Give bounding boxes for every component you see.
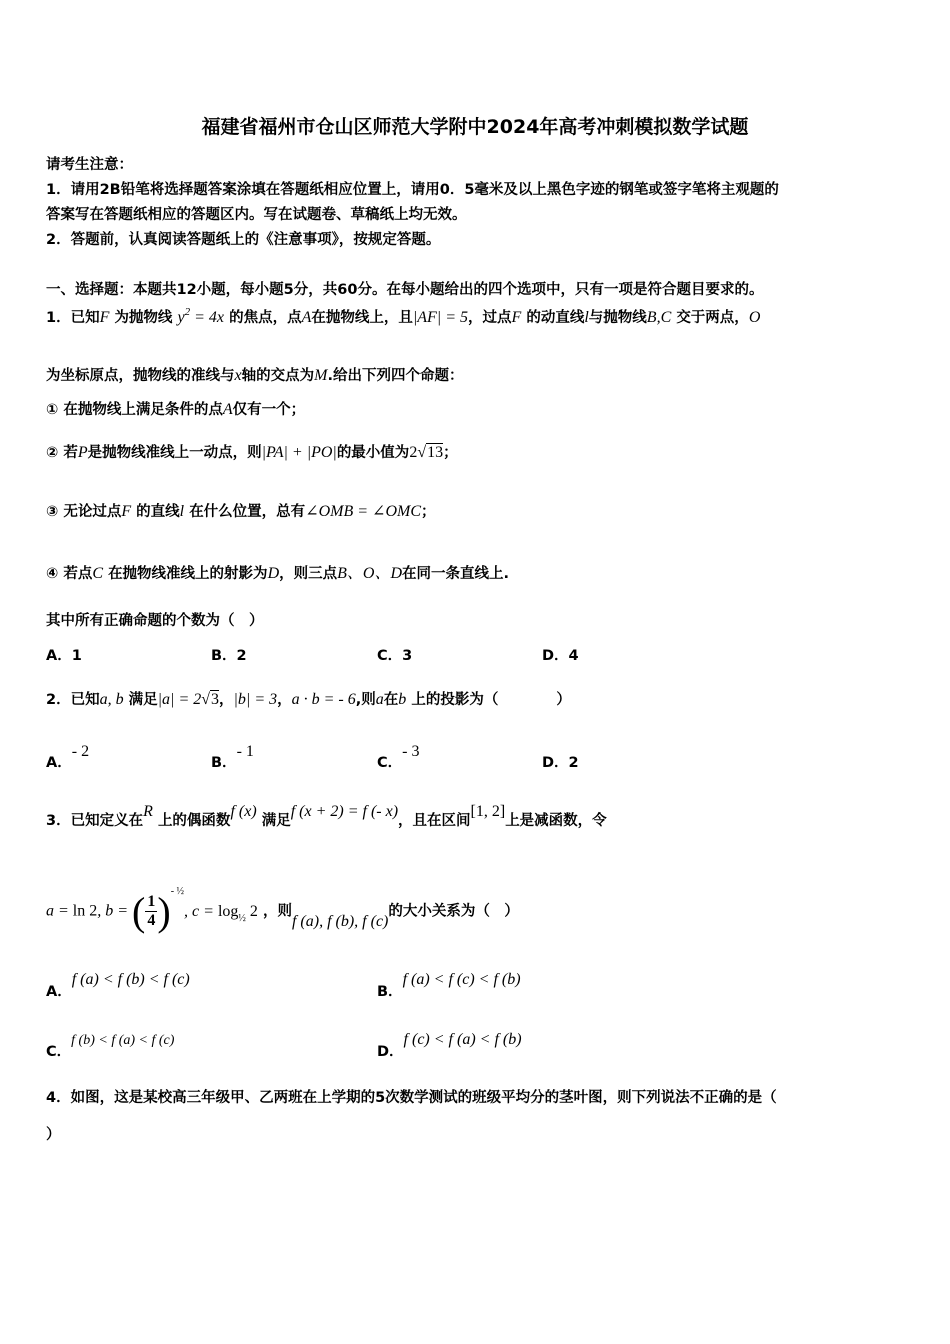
- q2-text: 在: [383, 692, 399, 708]
- q2-option-label: B．: [211, 755, 237, 771]
- q3-text: 的大小关系为（ ）: [388, 903, 519, 920]
- q3-abc-def: a = ln 2, b =: [46, 902, 133, 920]
- q2-option-c[interactable]: [377, 740, 420, 771]
- q3-exponent: - ½: [170, 885, 185, 897]
- q1-statement-1: [46, 398, 305, 419]
- q1-math: F: [511, 309, 522, 326]
- question-2-stem: [46, 688, 571, 709]
- q1-math: B、O、D: [337, 565, 403, 582]
- q1-text: ③ 无论过点: [46, 504, 122, 520]
- q3-option-c[interactable]: [46, 1028, 175, 1060]
- q2-text: ，: [219, 692, 234, 708]
- q3-text: 3．已知定义在: [46, 813, 144, 829]
- question-4-stem-cont: ）: [46, 1127, 61, 1143]
- question-1-stem: [46, 306, 760, 327]
- q1-text: 的动直线: [526, 310, 585, 326]
- notice-item-1-cont: 答案写在答题纸相应的答题区内。写在试题卷、草稿纸上均无效。: [46, 207, 467, 223]
- q2-text: ,则: [355, 692, 376, 708]
- q3-option-value: f (c) < f (a) < f (b): [403, 1031, 522, 1048]
- q3-option-label: D．: [377, 1044, 404, 1060]
- q1-ask: 其中所有正确命题的个数为（ ）: [46, 613, 264, 629]
- q1-math: l: [584, 309, 589, 326]
- q1-statement-2: [46, 441, 458, 462]
- q1-text: ；: [443, 445, 458, 461]
- q1-text: ，过点: [468, 310, 512, 326]
- q3-even-eq: f (x + 2) = f (- x): [290, 803, 399, 820]
- q1-math: A: [301, 309, 312, 326]
- q1-text: 是抛物线准线上一动点，则: [87, 445, 262, 461]
- q1-math: M: [314, 367, 328, 384]
- q1-math: B,C: [646, 309, 672, 326]
- q2-a-norm: |a| = 2√3: [157, 691, 220, 708]
- question-4-stem: 4．如图，这是某校高三年级甲、乙两班在上学期的5次数学测试的班级平均分的茎叶图，则下列说法不正确的是（: [46, 1090, 777, 1106]
- q2-option-value: - 1: [236, 743, 254, 760]
- q2-b-norm: |b| = 3: [233, 691, 278, 708]
- q2-vectors: a, b: [99, 691, 124, 708]
- q3-option-b[interactable]: [377, 968, 521, 1000]
- q2-dot: a · b = - 6: [291, 691, 356, 708]
- q1-af-eq: |AF| = 5: [412, 309, 468, 326]
- q1-min-value: 2√13: [409, 444, 444, 461]
- q3-fvals: f (a), f (b), f (c): [291, 912, 389, 930]
- q1-text: 在抛物线上，且: [311, 310, 413, 326]
- q3-option-label: B．: [377, 984, 403, 1000]
- q1-text: ① 在抛物线上满足条件的点: [46, 402, 223, 418]
- q1-math: P: [77, 444, 88, 461]
- q3-text: 上是减函数，令: [505, 813, 607, 829]
- q2-option-label: C．: [377, 755, 403, 771]
- q3-text: ，则: [262, 903, 292, 920]
- q3-paren-close: ): [157, 889, 171, 934]
- q1-text: ④ 若点: [46, 566, 93, 582]
- q1-text: ，则三点: [279, 566, 338, 582]
- q2-text: 2．已知: [46, 692, 100, 708]
- q1-text: 轴的交点为: [241, 368, 315, 384]
- q1-option-d[interactable]: D．4: [542, 648, 579, 664]
- q3-text: 上的偶函数: [157, 813, 231, 829]
- q1-text: 与抛物线: [588, 310, 647, 326]
- q1-angle-eq: ∠OMB = ∠OMC: [305, 503, 422, 520]
- q1-text: 的焦点，点: [229, 310, 302, 326]
- q1-text: .给出下列四个命题：: [327, 368, 464, 384]
- q3-text: 满足: [261, 813, 291, 829]
- q1-text: 在什么位置，总有: [189, 504, 306, 520]
- q3-option-label: C．: [46, 1044, 72, 1060]
- q1-text: 在抛物线准线上的射影为: [108, 566, 268, 582]
- q2-option-d[interactable]: D．2: [542, 755, 579, 771]
- q1-option-a[interactable]: A．1: [46, 648, 82, 664]
- q2-text: 满足: [128, 692, 158, 708]
- q1-math: O: [748, 309, 761, 326]
- question-3-stem: [46, 800, 607, 829]
- q1-text: 为抛物线: [114, 310, 173, 326]
- q1-math: C: [92, 565, 103, 582]
- q1-math: F: [121, 503, 132, 520]
- q3-interval: [1, 2]: [470, 803, 506, 820]
- q2-option-b[interactable]: [211, 740, 254, 771]
- q1-math: D: [267, 565, 280, 582]
- q2-text: 上的投影为（ ）: [411, 692, 571, 708]
- q3-fx: f (x): [230, 803, 257, 820]
- q1-text: 仅有一个；: [232, 402, 306, 418]
- q3-option-d[interactable]: [377, 1028, 522, 1060]
- q1-parabola-eq: $y^2 = 4x$: [177, 306, 225, 326]
- q3-option-value: f (b) < f (a) < f (c): [71, 1033, 175, 1048]
- notice-item-2: 2．答题前，认真阅读答题纸上的《注意事项》，按规定答题。: [46, 232, 441, 248]
- notice-heading: 请考生注意：: [46, 157, 133, 173]
- q3-option-a[interactable]: [46, 968, 190, 1000]
- q1-text: 的最小值为: [336, 445, 410, 461]
- q2-text: ，: [277, 692, 292, 708]
- page-title: 福建省福州市仓山区师范大学附中2024年高考冲刺模拟数学试题: [201, 116, 749, 138]
- q1-option-c[interactable]: C．3: [377, 648, 413, 664]
- q1-math: F: [99, 309, 110, 326]
- q1-math: A: [222, 401, 233, 418]
- q1-text: 交于两点，: [676, 310, 749, 326]
- notice-item-1: 1．请用2B铅笔将选择题答案涂填在答题纸相应位置上，请用0．5毫米及以上黑色字迹的钢笔或签字笔将主观题的: [46, 182, 779, 198]
- section-heading: 一、选择题：本题共12小题，每小题5分，共60分。在每小题给出的四个选项中，只有一项是符合题目要求的。: [46, 282, 764, 298]
- q2-option-value: - 3: [402, 743, 420, 760]
- q1-text: 1．已知: [46, 310, 100, 326]
- q3-text: ，且在区间: [398, 813, 471, 829]
- q1-statement-4: [46, 560, 509, 583]
- q2-math: a: [375, 691, 384, 708]
- q3-option-value: f (a) < f (b) < f (c): [71, 971, 190, 988]
- q3-math: R: [143, 803, 153, 820]
- q1-text: ；: [421, 504, 436, 520]
- q3-definitions: [46, 885, 519, 935]
- q1-text: ② 若: [46, 445, 78, 461]
- q3-fraction: $\frac{1}{4}$: [147, 893, 156, 929]
- q2-option-label: A．: [46, 755, 72, 771]
- q3-c-def: , $c = \log_{\frac{1}{2}} 2$: [184, 902, 258, 924]
- q1-pa-po: |PA| + |PO|: [261, 444, 337, 461]
- q1-option-b[interactable]: B．2: [211, 648, 247, 664]
- q1-statement-3: [46, 500, 436, 521]
- q2-option-a[interactable]: [46, 740, 90, 771]
- q1-text: 为坐标原点，抛物线的准线与: [46, 368, 235, 384]
- q1-text: 在同一条直线上.: [402, 566, 510, 582]
- q2-option-value: - 2: [71, 743, 90, 760]
- q2-math: b: [398, 691, 407, 708]
- q3-paren-open: (: [132, 889, 146, 934]
- q1-math: l: [179, 503, 185, 520]
- q1-text: 的直线: [136, 504, 180, 520]
- q3-option-label: A．: [46, 984, 72, 1000]
- question-1-stem-cont: [46, 364, 463, 385]
- q1-math: x: [234, 367, 242, 384]
- q3-option-value: f (a) < f (c) < f (b): [402, 971, 521, 988]
